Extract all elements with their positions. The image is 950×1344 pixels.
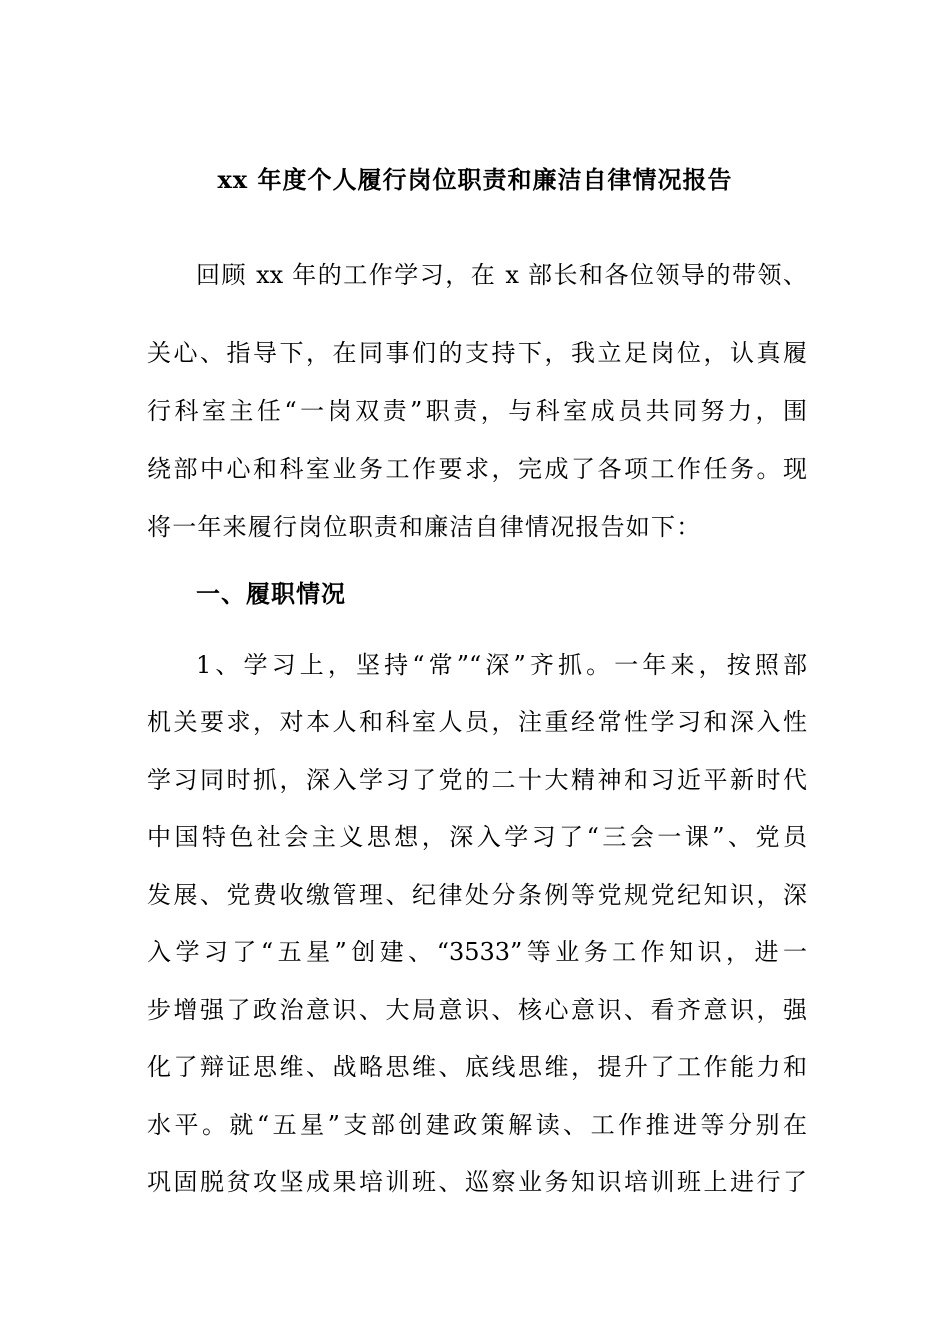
section-line: 化了辩证思维、战略思维、底线思维，提升了工作能力和 — [147, 1053, 807, 1081]
intro-line: 行科室主任“一岗双责”职责，与科室成员共同努力，围 — [147, 397, 807, 425]
document-title: xx 年度个人履行岗位职责和廉洁自律情况报告 — [217, 165, 733, 194]
section-line: 水平。就“五星”支部创建政策解读、工作推进等分别在 — [147, 1111, 807, 1139]
section-line: 发展、党费收缴管理、纪律处分条例等党规党纪知识，深 — [147, 881, 807, 909]
section-line: 1、学习上，坚持“常”“深”齐抓。一年来，按照部 — [196, 651, 807, 679]
intro-line: 回顾 xx 年的工作学习，在 x 部长和各位领导的带领、 — [196, 261, 807, 289]
section-line: 巩固脱贫攻坚成果培训班、巡察业务知识培训班上进行了 — [147, 1168, 807, 1196]
intro-line: 将一年来履行岗位职责和廉洁自律情况报告如下： — [147, 513, 702, 541]
section-line: 入学习了“五星”创建、“3533”等业务工作知识，进一 — [147, 938, 807, 966]
section-line: 学习同时抓，深入学习了党的二十大精神和习近平新时代 — [147, 766, 807, 794]
section-heading: 一、履职情况 — [196, 579, 346, 608]
section-line: 步增强了政治意识、大局意识、核心意识、看齐意识，强 — [147, 996, 807, 1024]
section-line: 机关要求，对本人和科室人员，注重经常性学习和深入性 — [147, 708, 807, 736]
intro-line: 绕部中心和科室业务工作要求，完成了各项工作任务。现 — [147, 455, 807, 483]
section-line: 中国特色社会主义思想，深入学习了“三会一课”、党员 — [147, 823, 807, 851]
intro-line: 关心、指导下，在同事们的支持下，我立足岗位，认真履 — [147, 339, 807, 367]
